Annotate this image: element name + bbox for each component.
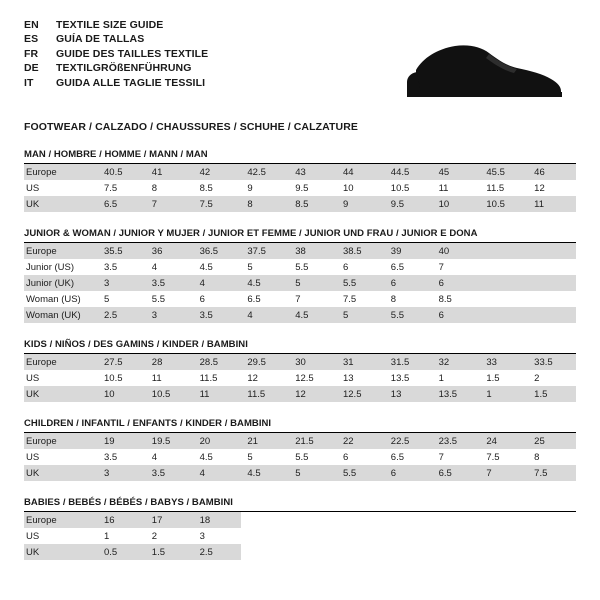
cell (528, 243, 576, 259)
cell: 10 (342, 182, 354, 194)
cell: 3.5 (104, 261, 118, 273)
cell: 6.5 (390, 261, 404, 273)
cell (528, 307, 576, 323)
table-row (24, 433, 576, 449)
group-title: CHILDREN / INFANTIL / ENFANTS / KINDER / BAMBINI (24, 418, 576, 433)
cell: 4.5 (241, 275, 289, 291)
cell: 4 (194, 275, 242, 291)
cell: 40 (433, 243, 481, 259)
cell: 32 (433, 354, 481, 370)
cell-empty (528, 544, 576, 560)
cell: 1.5 (528, 386, 576, 402)
cell: 8 (151, 182, 158, 194)
cell: 11 (151, 372, 162, 384)
cell: 38.5 (337, 243, 385, 259)
cell: 7 (438, 261, 444, 273)
cell: 7 (480, 465, 528, 481)
cell: 11.5 (199, 372, 218, 384)
cell: 2 (151, 530, 158, 542)
cell: 10 (98, 386, 146, 402)
cell: 31.5 (385, 354, 433, 370)
cell: 2.5 (194, 544, 242, 560)
cell: 37.5 (241, 243, 289, 259)
cell: 11.5 (486, 182, 505, 194)
group-title: MAN / HOMBRE / HOMME / MANN / MAN (24, 149, 576, 164)
size-table-children (24, 433, 576, 481)
cell (480, 243, 528, 259)
row-label: US (26, 451, 40, 463)
cell: 45 (433, 164, 481, 180)
cell: 5 (337, 307, 385, 323)
language-title: TEXTILGRÖßENFÜHRUNG (56, 62, 192, 75)
table-row (24, 243, 576, 259)
cell: 28 (146, 354, 194, 370)
size-group-babies (24, 497, 576, 560)
cell: 6 (199, 293, 205, 305)
cell: 5 (247, 451, 253, 463)
cell: 6.5 (247, 293, 261, 305)
cell: 8 (241, 196, 289, 212)
cell: 6 (433, 275, 481, 291)
cell-empty (528, 512, 576, 528)
cell: 6.5 (433, 465, 481, 481)
table-row (24, 259, 576, 275)
row-label: Woman (US) (26, 293, 81, 305)
cell: 4 (194, 465, 242, 481)
cell-empty (385, 528, 433, 544)
table-row (24, 544, 576, 560)
footwear-section-title: FOOTWEAR / CALZADO / CHAUSSURES / SCHUHE / CALZATURE (24, 121, 359, 133)
language-title: TEXTILE SIZE GUIDE (56, 19, 164, 31)
row-label: Junior (UK) (24, 275, 98, 291)
cell: 17 (146, 512, 194, 528)
cell: 21 (241, 433, 289, 449)
cell: 4.5 (241, 465, 289, 481)
language-row (24, 61, 208, 75)
language-row (24, 18, 208, 32)
cell: 2 (534, 372, 540, 384)
cell-empty (241, 512, 289, 528)
cell-empty (385, 512, 433, 528)
cell: 10.5 (104, 372, 123, 384)
language-title: GUIDE DES TAILLES TEXTILE (56, 47, 209, 60)
cell: 10.5 (146, 386, 194, 402)
size-group-children (24, 418, 576, 481)
size-table-man (24, 164, 576, 212)
cell: 36 (146, 243, 194, 259)
cell-empty (433, 544, 481, 560)
cell: 5 (104, 293, 110, 305)
cell: 22.5 (385, 433, 433, 449)
cell: 10 (433, 196, 481, 212)
cell: 8.5 (438, 293, 452, 305)
cell: 5.5 (385, 307, 433, 323)
cell (480, 259, 528, 275)
cell-empty (241, 544, 289, 560)
cell: 7.5 (486, 451, 500, 463)
cell-empty (433, 512, 481, 528)
cell: 3.5 (146, 465, 194, 481)
cell: 44.5 (385, 164, 433, 180)
cell: 1.5 (146, 544, 194, 560)
cell: 5 (289, 465, 337, 481)
language-row (24, 76, 208, 90)
table-row (24, 528, 576, 544)
cell-empty (241, 528, 289, 544)
cell: 6 (342, 451, 349, 463)
cell: 7.5 (104, 182, 118, 194)
cell: 1 (480, 386, 528, 402)
table-row (24, 465, 576, 481)
cell: 35.5 (98, 243, 146, 259)
language-row (24, 32, 208, 46)
cell: 25 (528, 433, 576, 449)
cell: 4 (241, 307, 289, 323)
cell: 7 (438, 451, 444, 463)
cell: 13.5 (390, 372, 410, 384)
cell-empty (528, 528, 576, 544)
cell: 12 (534, 182, 545, 194)
cell: 41 (146, 164, 194, 180)
row-label: Europe (24, 433, 98, 449)
group-title: BABIES / BEBÉS / BÉBÉS / BABYS / BAMBINI (24, 497, 576, 512)
cell: 6.5 (390, 451, 404, 463)
cell: 4.5 (199, 261, 213, 273)
cell: 43 (289, 164, 337, 180)
size-group-kids (24, 339, 576, 402)
dress-shoe-icon (393, 34, 568, 106)
cell: 5 (289, 275, 337, 291)
cell: 39 (385, 243, 433, 259)
cell: 4 (151, 451, 158, 463)
cell: 11 (438, 182, 449, 194)
cell: 4 (151, 261, 158, 273)
cell: 3 (98, 275, 146, 291)
cell: 1.5 (486, 372, 500, 384)
language-row (24, 47, 208, 61)
cell-empty (433, 528, 481, 544)
table-row (24, 307, 576, 323)
cell: 1 (438, 372, 444, 384)
cell-empty (289, 512, 337, 528)
cell: 6 (433, 307, 481, 323)
cell: 10.5 (390, 182, 410, 194)
cell (480, 307, 528, 323)
size-table-kids (24, 354, 576, 402)
table-row (24, 449, 576, 465)
cell (528, 291, 576, 307)
row-label: US (26, 182, 40, 194)
cell: 1 (104, 530, 110, 542)
cell: 9 (247, 182, 253, 194)
cell: 5 (247, 261, 253, 273)
row-label: US (26, 530, 40, 542)
size-table-babies (24, 512, 576, 560)
table-row (24, 386, 576, 402)
cell-empty (480, 528, 528, 544)
row-label: Europe (24, 164, 98, 180)
table-row (24, 180, 576, 196)
cell (480, 291, 528, 307)
size-group-junior-woman (24, 228, 576, 323)
cell: 7.5 (528, 465, 576, 481)
cell: 46 (528, 164, 576, 180)
cell: 45.5 (480, 164, 528, 180)
cell: 19 (98, 433, 146, 449)
cell-empty (289, 544, 337, 560)
row-label: UK (24, 544, 98, 560)
cell: 13 (342, 372, 354, 384)
cell: 40.5 (98, 164, 146, 180)
language-code: ES (24, 33, 39, 46)
cell: 5.5 (337, 465, 385, 481)
cell: 18 (194, 512, 242, 528)
cell: 4.5 (289, 307, 337, 323)
cell: 5.5 (295, 451, 309, 463)
cell (480, 275, 528, 291)
cell: 7.5 (194, 196, 242, 212)
row-label: UK (24, 196, 98, 212)
cell: 13.5 (433, 386, 481, 402)
cell: 11 (194, 386, 242, 402)
cell: 44 (337, 164, 385, 180)
cell: 6 (342, 261, 349, 273)
language-title-list (24, 18, 208, 90)
cell: 12 (247, 372, 258, 384)
cell: 20 (194, 433, 242, 449)
cell: 38 (289, 243, 337, 259)
cell: 3.5 (104, 451, 118, 463)
cell-empty (337, 528, 385, 544)
cell (528, 275, 576, 291)
language-code: FR (24, 47, 39, 60)
row-label: Europe (24, 354, 98, 370)
cell: 33 (480, 354, 528, 370)
cell: 3 (199, 530, 205, 542)
row-label: Junior (US) (26, 261, 75, 273)
cell-empty (337, 544, 385, 560)
cell: 3.5 (146, 275, 194, 291)
cell-empty (480, 544, 528, 560)
cell: 3.5 (194, 307, 242, 323)
cell: 36.5 (194, 243, 242, 259)
row-label: Woman (UK) (24, 307, 98, 323)
cell: 28.5 (194, 354, 242, 370)
cell: 5.5 (151, 293, 166, 305)
cell: 6.5 (98, 196, 146, 212)
cell: 3 (146, 307, 194, 323)
cell: 30 (289, 354, 337, 370)
size-table-junior-woman (24, 243, 576, 323)
cell: 11 (528, 196, 576, 212)
cell: 8.5 (289, 196, 337, 212)
cell: 6 (385, 275, 433, 291)
cell: 29.5 (241, 354, 289, 370)
cell: 23.5 (433, 433, 481, 449)
row-label: Europe (24, 243, 98, 259)
cell: 7 (146, 196, 194, 212)
row-label: UK (24, 465, 98, 481)
cell: 12.5 (337, 386, 385, 402)
table-row (24, 164, 576, 180)
table-row (24, 196, 576, 212)
cell: 8 (534, 451, 540, 463)
cell: 12.5 (295, 372, 314, 384)
table-row (24, 512, 576, 528)
cell: 4.5 (199, 451, 213, 463)
cell: 31 (337, 354, 385, 370)
cell: 22 (337, 433, 385, 449)
cell: 8 (390, 293, 397, 305)
row-label: US (26, 372, 40, 384)
cell-empty (480, 512, 528, 528)
row-label: Europe (24, 512, 98, 528)
language-code: IT (24, 76, 34, 89)
cell (528, 259, 576, 275)
group-title: KIDS / NIÑOS / DES GAMINS / KINDER / BAMBINI (24, 339, 576, 354)
cell: 6 (385, 465, 433, 481)
language-title: GUIDA ALLE TAGLIE TESSILI (56, 76, 206, 89)
cell: 9.5 (295, 182, 309, 194)
cell: 0.5 (98, 544, 146, 560)
table-row (24, 354, 576, 370)
cell: 12 (289, 386, 337, 402)
cell-empty (385, 544, 433, 560)
cell: 42.5 (241, 164, 289, 180)
cell: 19.5 (146, 433, 194, 449)
cell: 7.5 (342, 293, 357, 305)
cell: 5.5 (337, 275, 385, 291)
language-code: DE (24, 62, 39, 75)
cell: 16 (98, 512, 146, 528)
row-label: UK (24, 386, 98, 402)
cell: 7 (295, 293, 301, 305)
table-row (24, 291, 576, 307)
cell: 11.5 (241, 386, 289, 402)
cell: 9.5 (385, 196, 433, 212)
table-row (24, 370, 576, 386)
cell: 9 (337, 196, 385, 212)
cell: 33.5 (528, 354, 576, 370)
group-title: JUNIOR & WOMAN / JUNIOR Y MUJER / JUNIOR ET FEMME / JUNIOR UND FRAU / JUNIOR E DONA (24, 228, 576, 243)
cell: 3 (98, 465, 146, 481)
language-title: GUÍA DE TALLAS (56, 33, 145, 46)
cell: 21.5 (289, 433, 337, 449)
cell: 13 (385, 386, 433, 402)
cell: 42 (194, 164, 242, 180)
document-header (24, 18, 576, 106)
cell-empty (337, 512, 385, 528)
cell: 24 (480, 433, 528, 449)
cell: 2.5 (98, 307, 146, 323)
cell-empty (289, 528, 337, 544)
cell: 8.5 (199, 182, 213, 194)
cell: 5.5 (295, 261, 309, 273)
table-row (24, 275, 576, 291)
language-code: EN (24, 19, 39, 31)
cell: 10.5 (480, 196, 528, 212)
cell: 27.5 (98, 354, 146, 370)
size-group-man (24, 149, 576, 212)
